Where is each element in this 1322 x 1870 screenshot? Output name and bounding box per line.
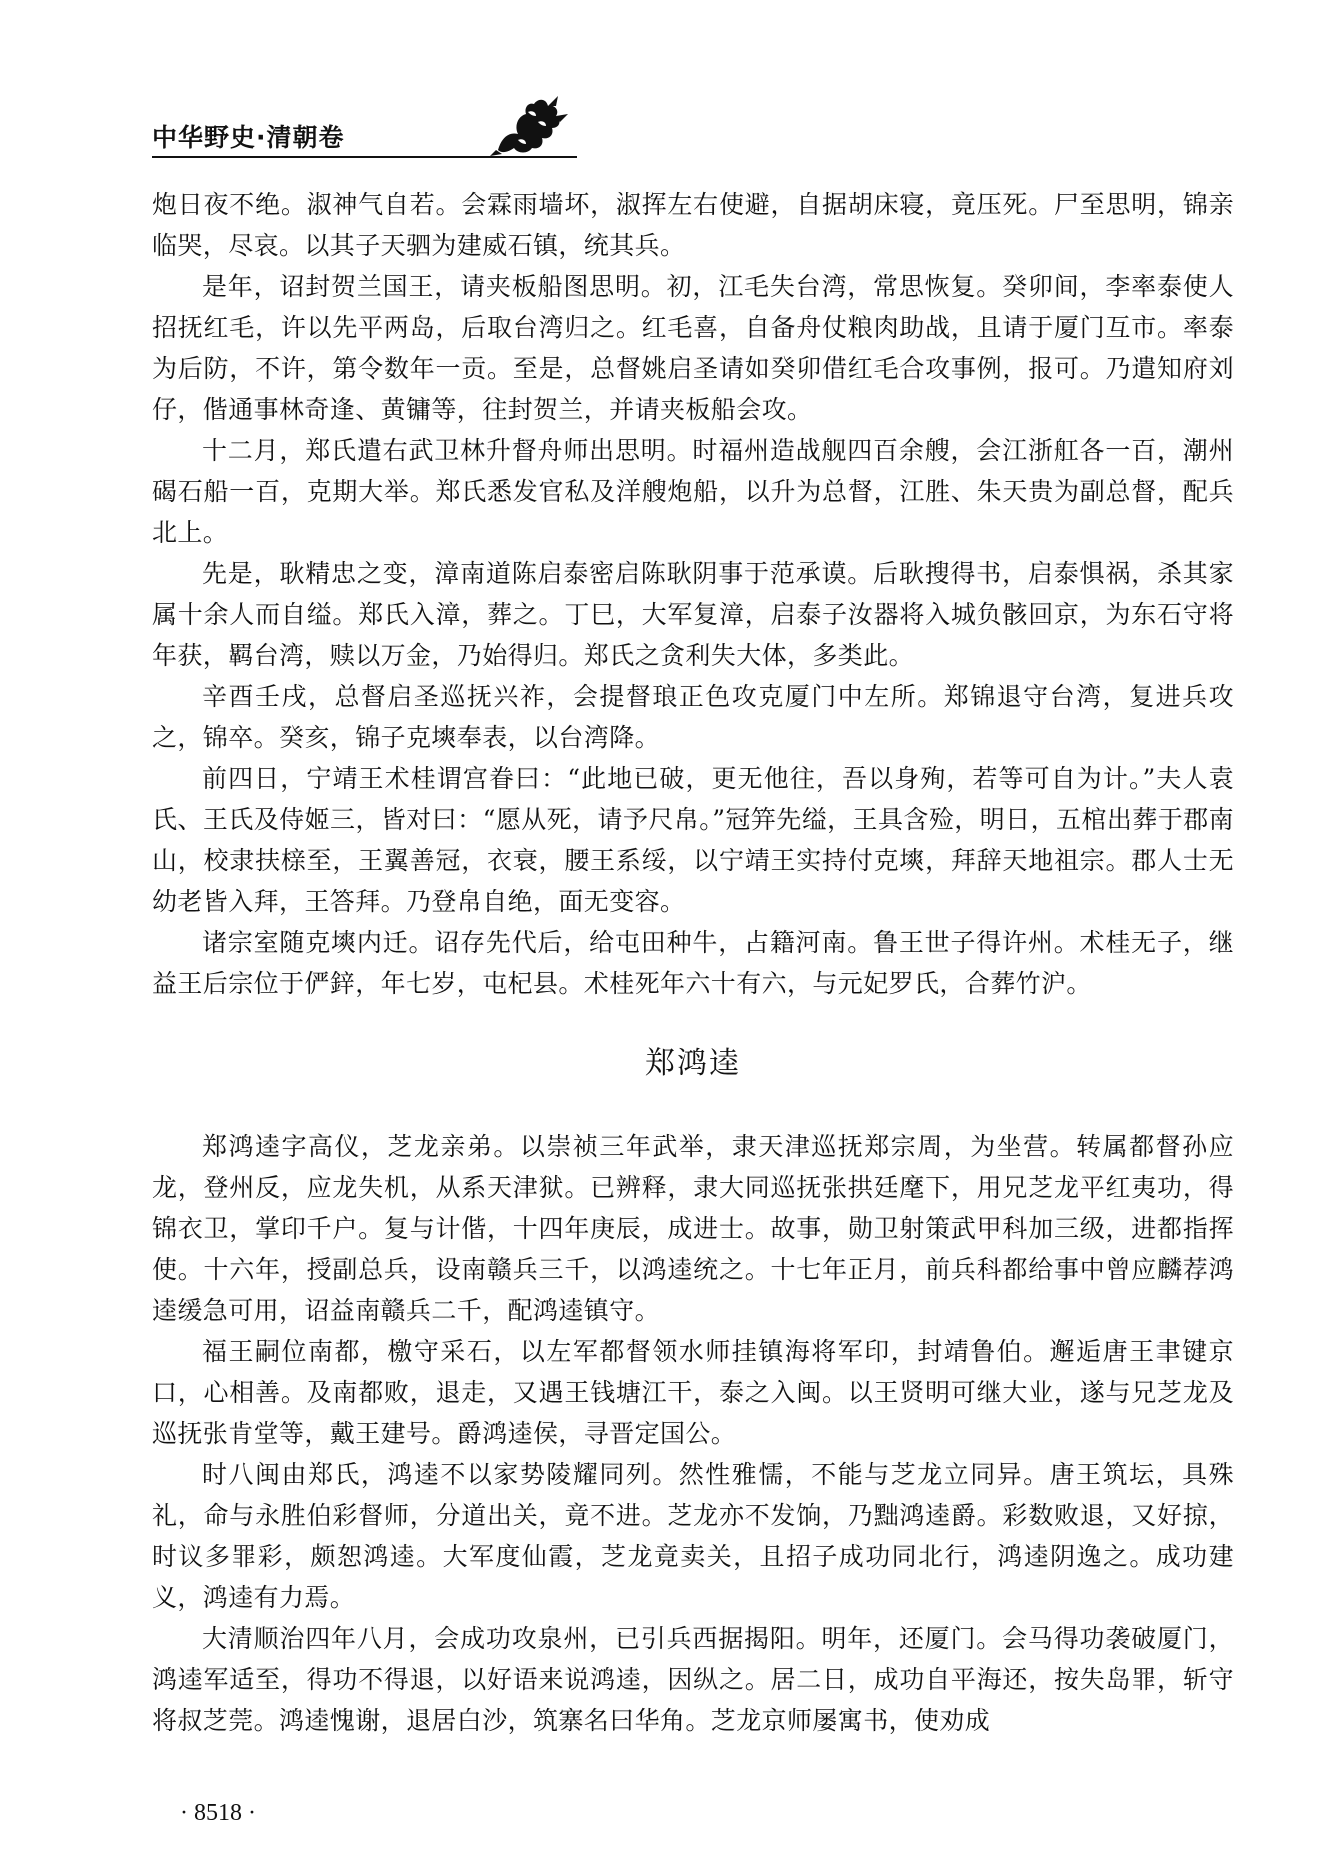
- paragraph: 诸宗室随克塽内迁。诏存先代后，给屯田种牛，占籍河南。鲁王世子得许州。术桂无子，继益王后宗位于俨鋅，年七岁，屯杞县。术桂死年六十有六，与元妃罗氏，合葬竹沪。: [152, 928, 1234, 998]
- section-title: 郑鸿逵: [645, 1046, 741, 1081]
- paragraph: 十二月，郑氏遣右武卫林升督舟师出思明。时福州造战舰四百余艘，会江浙舡各一百，潮州碣石船一百，克期大举。郑氏悉发官私及洋艘炮船，以升为总督，江胜、朱天贵为副总督，配兵北上。: [152, 436, 1234, 547]
- paragraph: 先是，耿精忠之变，漳南道陈启泰密启陈耿阴事于范承谟。后耿搜得书，启泰惧祸，杀其家属十余人而自缢。郑氏入漳，葬之。丁巳，大军复漳，启泰子汝器将入城负骸回京，为东石守将年获，羁台湾，赎以万金，乃始得归。郑氏之贪利失大体，多类此。: [152, 559, 1234, 670]
- paragraph: 前四日，宁靖王术桂谓宫眷曰：“此地已破，更无他往，吾以身殉，若等可自为计。”夫人袁氏、王氏及侍姬三，皆对曰：“愿从死，请予尺帛。”冠笄先缢，王具含殓，明日，五棺出葬于郡南山，校隶扶榇至，王翼善冠，衣衰，腰王系绥，以宁靖王实持付克塽，拜辞天地祖宗。郡人士无幼老皆入拜，王答拜。乃登帛自绝，面无变容。: [152, 764, 1234, 916]
- book-title: 中华野史·清朝卷: [152, 123, 345, 152]
- dragon-logo-icon: [488, 92, 572, 160]
- paragraph: 福王嗣位南都，檄守采石，以左军都督领水师挂镇海将军印，封靖鲁伯。邂逅唐王聿键京口，心相善。及南都败，退走，又遇王钱塘江干，泰之入闽。以王贤明可继大业，遂与兄芝龙及巡抚张肯堂等，戴王建号。爵鸿逵侯，寻晋定国公。: [152, 1337, 1234, 1448]
- page-body: [152, 184, 1234, 1741]
- paragraph: 郑鸿逵字高仪，芝龙亲弟。以崇祯三年武举，隶天津巡抚郑宗周，为坐营。转属都督孙应龙，登州反，应龙失机，从系天津狱。已辨释，隶大同巡抚张拱廷麾下，用兄芝龙平红夷功，得锦衣卫，掌印千户。复与计偕，十四年庚辰，成进士。故事，勋卫射策武甲科加三级，进都指挥使。十六年，授副总兵，设南赣兵三千，以鸿逵统之。十七年正月，前兵科都给事中曾应麟荐鸿逵缓急可用，诏益南赣兵二千，配鸿逵镇守。: [152, 1132, 1234, 1325]
- paragraph: 炮日夜不绝。淑神气自若。会霖雨墙坏，淑挥左右使避，自据胡床寝，竟压死。尸至思明，锦亲临哭，尽哀。以其子天驷为建威石镇，统其兵。: [152, 190, 1234, 260]
- page-number: · 8518 ·: [180, 1800, 256, 1826]
- paragraph: 是年，诏封贺兰国王，请夹板船图思明。初，江毛失台湾，常思恢复。癸卯间，李率泰使人招抚红毛，许以先平两岛，后取台湾归之。红毛喜，自备舟仗粮肉助战，且请于厦门互市。率泰为后防，不许，第令数年一贡。至是，总督姚启圣请如癸卯借红毛合攻事例，报可。乃遣知府刘仔，偕通事林奇逢、黄镛等，往封贺兰，并请夹板船会攻。: [152, 272, 1234, 424]
- paragraph: 时八闽由郑氏，鸿逵不以家势陵耀同列。然性雅懦，不能与芝龙立同异。唐王筑坛，具殊礼，命与永胜伯彩督师，分道出关，竟不进。芝龙亦不发饷，乃黜鸿逵爵。彩数败退，又好掠，时议多罪彩，颇恕鸿逵。大军度仙霞，芝龙竟卖关，且招子成功同北行，鸿逵阴逸之。成功建义，鸿逵有力焉。: [152, 1460, 1234, 1612]
- paragraph: 大清顺治四年八月，会成功攻泉州，已引兵西据揭阳。明年，还厦门。会马得功袭破厦门，鸿逵军适至，得功不得退，以好语来说鸿逵，因纵之。居二日，成功自平海还，按失岛罪，斩守将叔芝莞。鸿逵愧谢，退居白沙，筑寨名曰华角。芝龙京师屡寓书，使劝成: [152, 1624, 1234, 1735]
- paragraph: 辛酉壬戌，总督启圣巡抚兴祚，会提督琅正色攻克厦门中左所。郑锦退守台湾，复进兵攻之，锦卒。癸亥，锦子克塽奉表，以台湾降。: [152, 682, 1234, 752]
